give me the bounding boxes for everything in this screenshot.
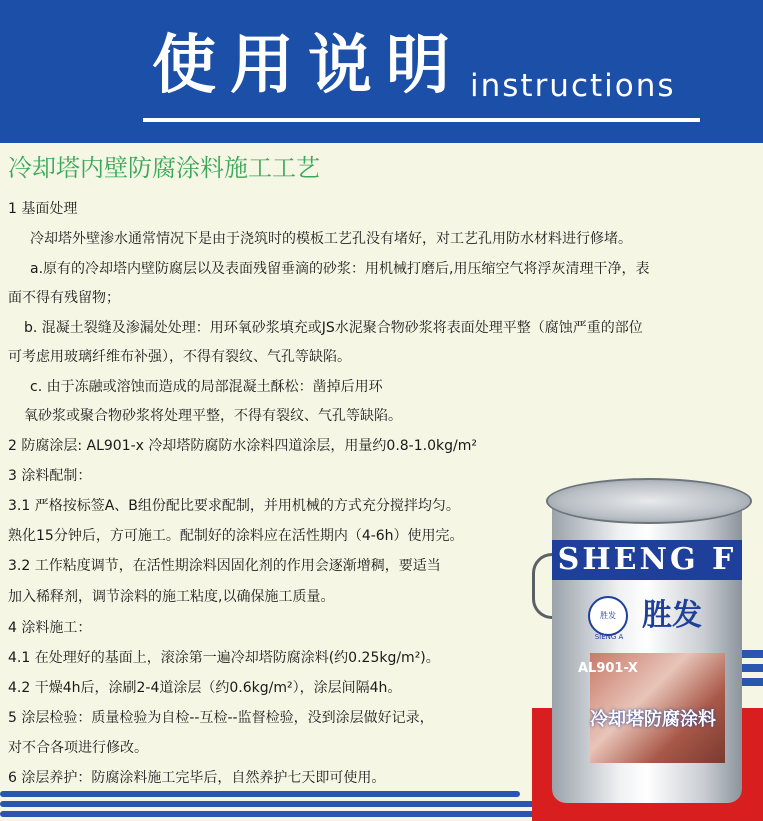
title-underline xyxy=(143,118,700,122)
text-line: 氧砂浆或聚合物砂浆将处理平整，不得有裂纹、气孔等缺陷。 xyxy=(24,408,402,424)
header-banner xyxy=(0,0,763,143)
text-line: 3.2 工作粘度调节，在活性期涂料因固化剂的作用会逐渐增稠，要适当 xyxy=(8,558,441,574)
text-line: c. 由于冻融或溶蚀而造成的局部混凝土酥松：凿掉后用环 xyxy=(30,379,383,395)
text-line: 4.1 在处理好的基面上，滚涂第一遍冷却塔防腐涂料(约0.25kg/m²)。 xyxy=(8,650,440,666)
product-name: 冷却塔防腐涂料 xyxy=(590,709,716,730)
text-line: 2 防腐涂层: AL901-x 冷却塔防腐防水涂料四道涂层，用量约0.8-1.0kg/m² xyxy=(8,438,477,454)
text-line: 可考虑用玻璃纤维布补强），不得有裂纹、气孔等缺陷。 xyxy=(8,349,351,365)
text-line: 6 涂层养护：防腐涂料施工完毕后，自然养护七天即可使用。 xyxy=(8,770,386,786)
product-image xyxy=(532,458,763,821)
brand-logo-text: 胜发 xyxy=(600,611,616,620)
text-line: a.原有的冷却塔内壁防腐层以及表面残留垂滴的砂浆：用机械打磨后,用压缩空气将浮灰清理干净，表 xyxy=(30,261,650,277)
section-heading: 冷却塔内壁防腐涂料施工工艺 xyxy=(8,154,320,182)
text-line: 冷却塔外壁渗水通常情况下是由于浇筑时的模板工艺孔没有堵好，对工艺孔用防水材料进行修堵。 xyxy=(30,231,632,247)
page-title-english: instructions xyxy=(470,68,676,104)
brand-logo xyxy=(588,596,628,641)
brand-name: 胜发 xyxy=(642,598,702,633)
brand-logo-sub: SIENG A xyxy=(594,633,624,641)
decorative-stripes-bottom xyxy=(0,775,600,821)
product-model: AL901-X xyxy=(578,661,638,676)
text-line: 4 涂料施工： xyxy=(8,620,92,636)
text-line: 面不得有残留物； xyxy=(8,290,120,306)
text-line: 熟化15分钟后，方可施工。配制好的涂料应在活性期内（4-6h）使用完。 xyxy=(8,528,464,544)
text-line: 对不合各项进行修改。 xyxy=(8,740,148,756)
bucket-band-text: SHENG F xyxy=(552,540,742,580)
text-line: 1 基面处理 xyxy=(8,201,78,217)
text-line: 4.2 干燥4h后，涂刷2-4道涂层（约0.6kg/m²），涂层间隔4h。 xyxy=(8,680,402,696)
text-line: 加入稀释剂，调节涂料的施工粘度,以确保施工质量。 xyxy=(8,589,335,605)
text-line: 3.1 严格按标签A、B组份配比要求配制，并用机械的方式充分搅拌均匀。 xyxy=(8,498,460,514)
bucket-lid xyxy=(546,478,752,524)
text-line: b. 混凝土裂缝及渗漏处处理：用环氧砂浆填充或JS水泥聚合物砂浆将表面处理平整（腐蚀严重的部位 xyxy=(24,320,643,336)
page-title: 使用说明 xyxy=(152,29,464,103)
text-line: 5 涂层检验：质量检验为自检--互检--监督检验，没到涂层做好记录， xyxy=(8,710,434,726)
text-line: 3 涂料配制： xyxy=(8,468,92,484)
